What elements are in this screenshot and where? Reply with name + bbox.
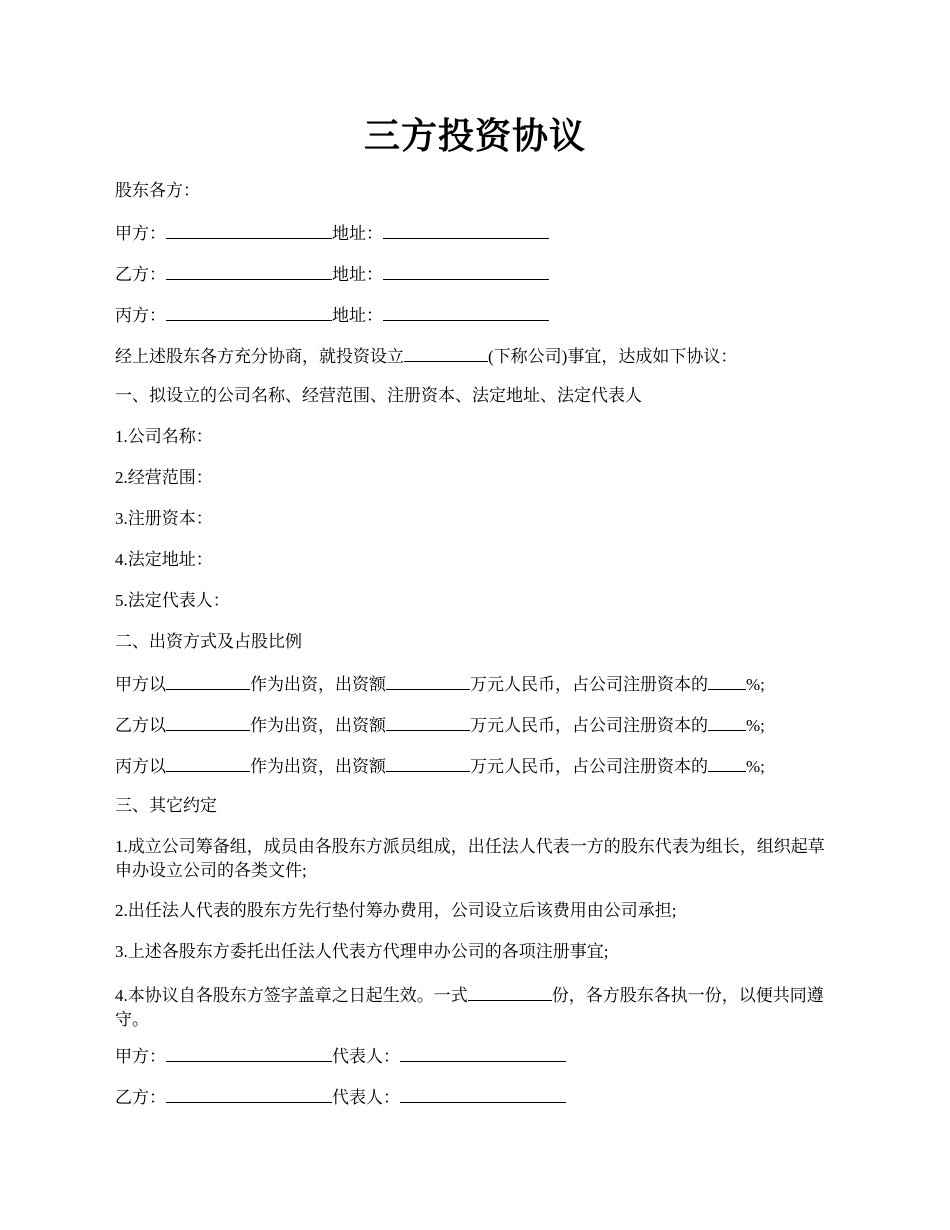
contribution-party: 丙方以 (115, 757, 166, 776)
party-name-blank (166, 261, 332, 280)
intro-paragraph (115, 343, 835, 369)
percent-blank (708, 712, 746, 731)
address-label: 地址： (332, 265, 383, 284)
section2-heading: 二、出资方式及占股比例 (115, 632, 302, 651)
contribution-text: 作为出资，出资额 (250, 675, 386, 694)
signature-blank (166, 1084, 332, 1103)
amount-blank (386, 753, 470, 772)
item4-text-before: 4.本协议自各股东方签字盖章之日起生效。一式 (115, 986, 468, 1005)
party-row (115, 261, 835, 287)
contribution-party: 乙方以 (115, 716, 166, 735)
signature-party-label: 乙方： (115, 1088, 166, 1107)
address-label: 地址： (332, 306, 383, 325)
representative-blank (400, 1043, 566, 1062)
contribution-text: %; (746, 675, 765, 694)
contribution-text: 万元人民币，占公司注册资本的 (470, 675, 708, 694)
signature-blank (166, 1043, 332, 1062)
section1-item: 1.公司名称： (115, 427, 213, 446)
method-blank (166, 712, 250, 731)
company-blank (404, 343, 488, 362)
party-label: 丙方： (115, 306, 166, 325)
address-label: 地址： (332, 224, 383, 243)
signature-party-label: 甲方： (115, 1047, 166, 1066)
signature-row (115, 1043, 835, 1069)
section3-item: 2.出任法人代表的股东方先行垫付筹办费用，公司设立后该费用由公司承担; (115, 901, 677, 920)
section1-heading: 一、拟设立的公司名称、经营范围、注册资本、法定地址、法定代表人 (115, 386, 642, 405)
percent-blank (708, 753, 746, 772)
contribution-text: 作为出资，出资额 (250, 757, 386, 776)
percent-blank (708, 671, 746, 690)
amount-blank (386, 671, 470, 690)
section1-item: 4.法定地址： (115, 550, 213, 569)
contribution-text: 作为出资，出资额 (250, 716, 386, 735)
party-name-blank (166, 302, 332, 321)
copies-blank (468, 982, 552, 1001)
contribution-text: 万元人民币，占公司注册资本的 (470, 716, 708, 735)
signature-row (115, 1084, 835, 1110)
contribution-text: %; (746, 716, 765, 735)
document-title: 三方投资协议 (363, 116, 586, 156)
contribution-row (115, 753, 835, 779)
intro-text-after: (下称公司)事宜，达成如下协议： (488, 347, 738, 366)
intro-text-before: 经上述股东各方充分协商，就投资设立 (115, 347, 404, 366)
party-label: 甲方： (115, 224, 166, 243)
party-name-blank (166, 220, 332, 239)
party-row (115, 302, 835, 328)
contribution-text: 万元人民币，占公司注册资本的 (470, 757, 708, 776)
method-blank (166, 671, 250, 690)
contribution-text: %; (746, 757, 765, 776)
address-blank (383, 220, 549, 239)
contribution-row (115, 712, 835, 738)
representative-label: 代表人： (332, 1047, 400, 1066)
section3-item: 1.成立公司筹备组，成员由各股东方派员组成，出任法人代表一方的股东代表为组长，组织起草申办设立公司的各类文件; (115, 837, 825, 880)
representative-label: 代表人： (332, 1088, 400, 1107)
contribution-party: 甲方以 (115, 675, 166, 694)
shareholders-heading: 股东各方： (115, 181, 200, 200)
section3-item (115, 982, 835, 1032)
representative-blank (400, 1084, 566, 1103)
address-blank (383, 261, 549, 280)
item4-text-after: 份，各方股东各执一份，以便共同遵守。 (115, 986, 824, 1029)
address-blank (383, 302, 549, 321)
section1-item: 2.经营范围： (115, 468, 213, 487)
section1-item: 3.注册资本： (115, 509, 213, 528)
section3-heading: 三、其它约定 (115, 796, 217, 815)
section1-item: 5.法定代表人： (115, 591, 230, 610)
amount-blank (386, 712, 470, 731)
party-row (115, 220, 835, 246)
section3-item: 3.上述各股东方委托出任法人代表方代理申办公司的各项注册事宜; (115, 942, 609, 961)
method-blank (166, 753, 250, 772)
party-label: 乙方： (115, 265, 166, 284)
contribution-row (115, 671, 835, 697)
